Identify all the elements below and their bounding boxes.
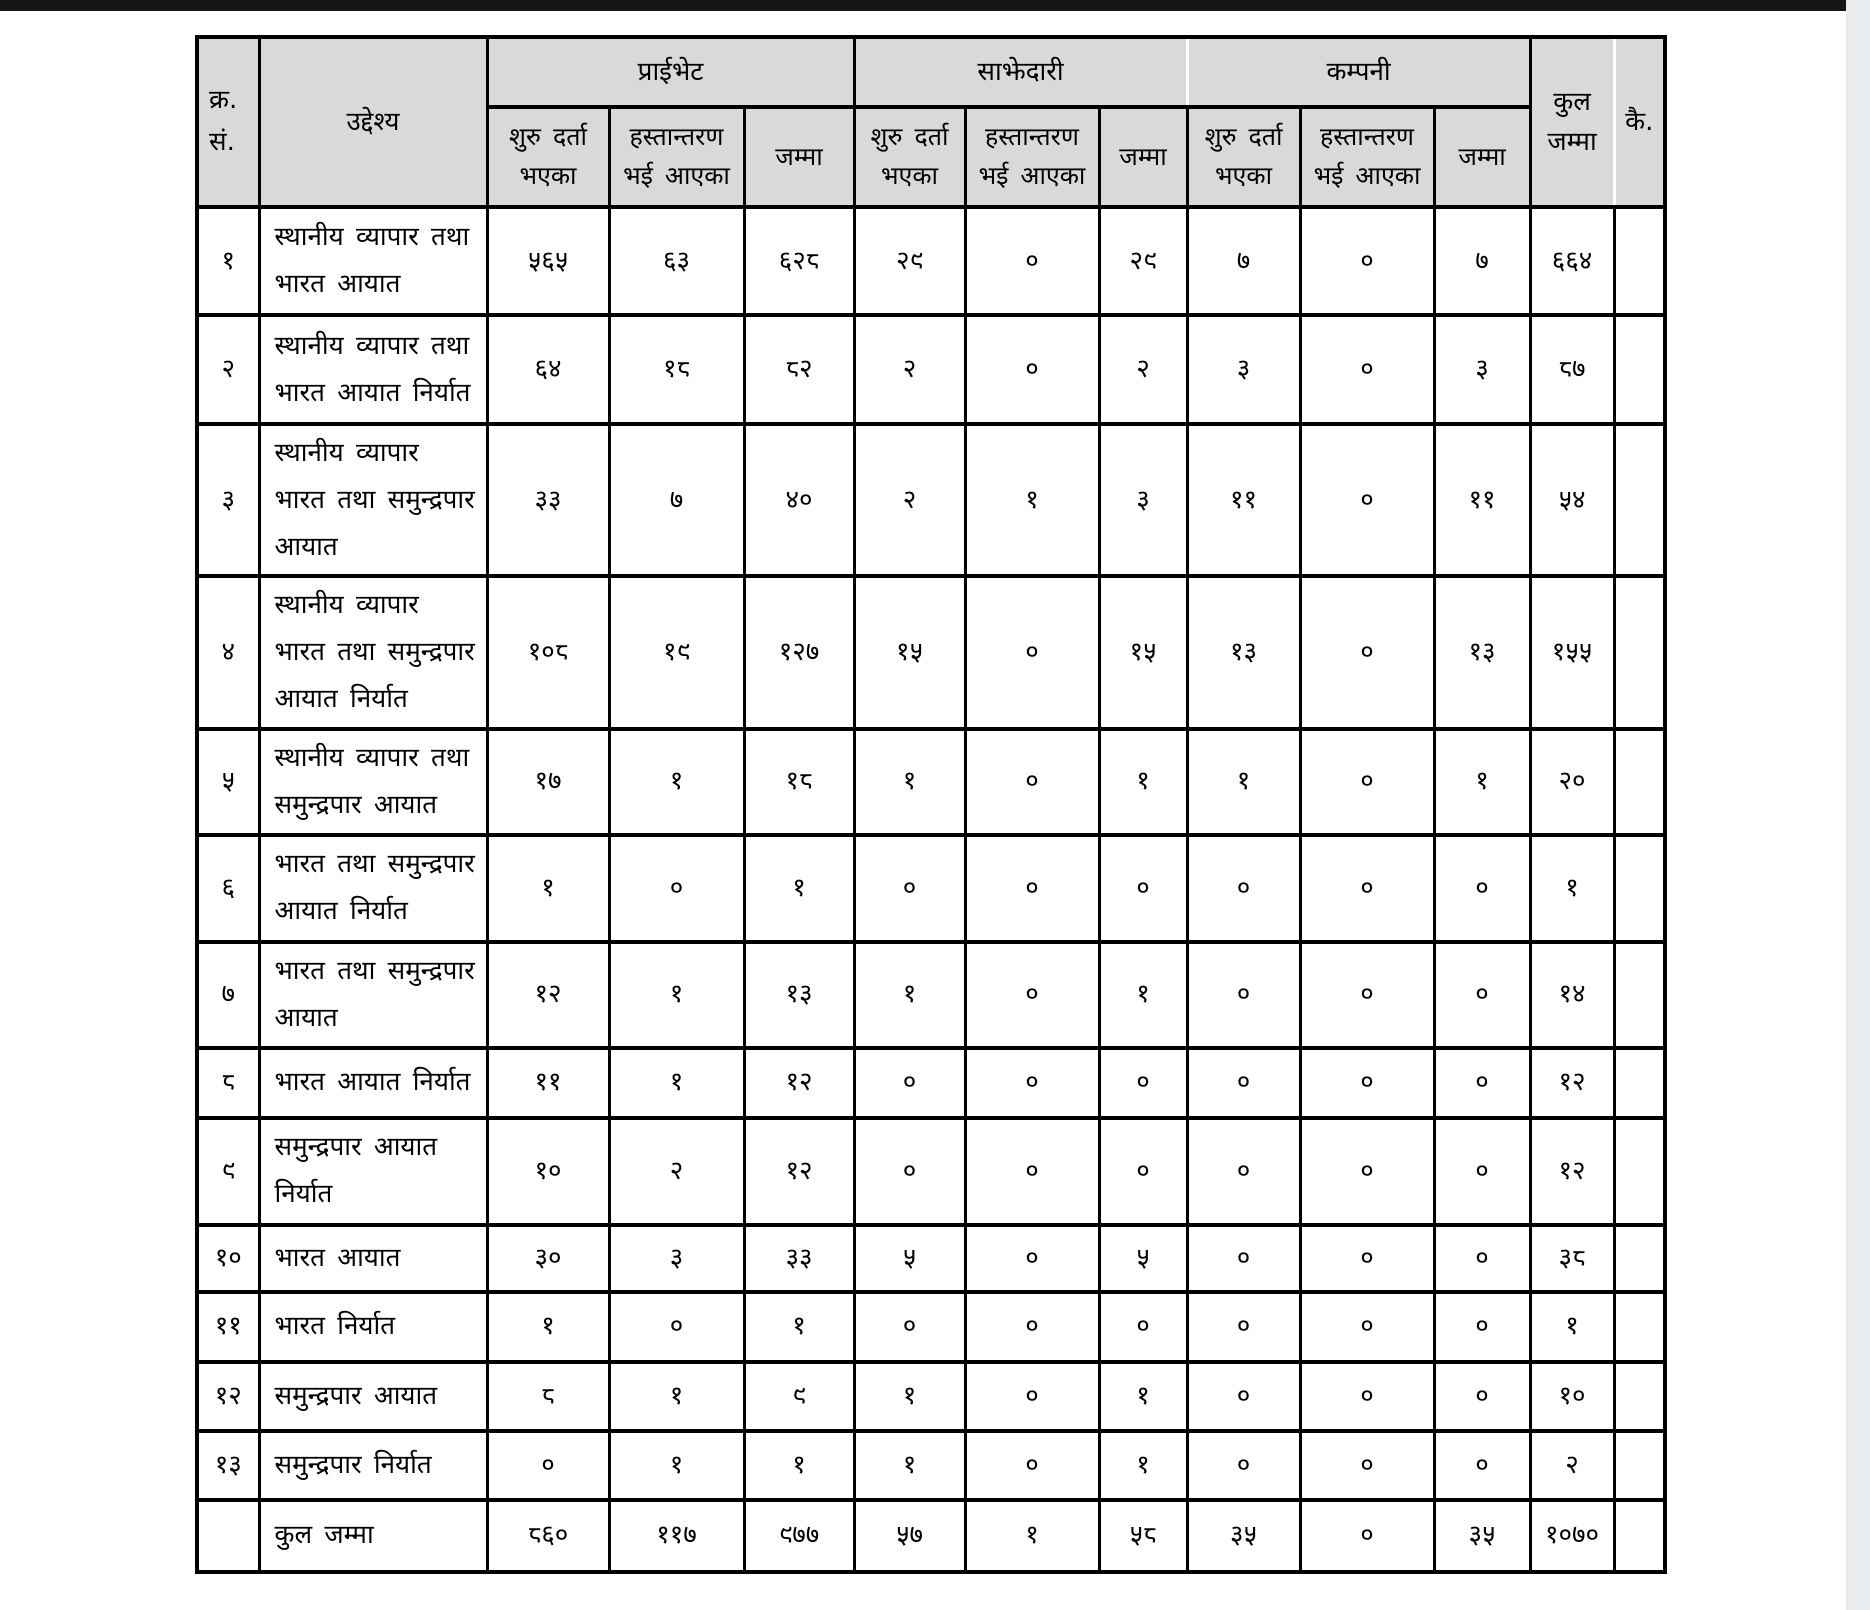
private-total-cell: १३ (744, 942, 854, 1048)
purpose-cell: भारत तथा समुन्द्रपार आयात निर्यात (259, 835, 487, 942)
company-new-cell: १३ (1187, 576, 1300, 728)
grand-total-row (197, 1500, 1665, 1572)
remarks-cell (1614, 1118, 1665, 1225)
remarks-cell (1614, 315, 1665, 424)
remarks-cell (1614, 1500, 1665, 1572)
company-total-cell: ३ (1434, 315, 1530, 424)
private-new-cell: १०८ (487, 576, 609, 728)
partnership-transferred-header: हस्तान्तरण भई आएका (965, 107, 1099, 207)
purpose-cell: समुन्द्रपार निर्यात (259, 1431, 487, 1500)
partnership-transferred-cell: ० (965, 1362, 1099, 1431)
purpose-cell: भारत तथा समुन्द्रपार आयात (259, 942, 487, 1048)
company-total-cell: ७ (1434, 207, 1530, 315)
company-transferred-cell: ० (1300, 576, 1434, 728)
group-header-private: प्राईभेट (487, 37, 854, 107)
company-new-cell: १ (1187, 729, 1300, 835)
partnership-transferred-cell: ० (965, 1048, 1099, 1118)
private-new-cell: ३३ (487, 424, 609, 576)
private-total-cell: १२७ (744, 576, 854, 728)
private-total-cell: १ (744, 1292, 854, 1362)
private-transferred-cell: ७ (609, 424, 744, 576)
partnership-new-cell: १ (854, 942, 965, 1048)
remarks-cell (1614, 1225, 1665, 1292)
partnership-transferred-cell: ० (965, 1225, 1099, 1292)
private-total-header: जम्मा (744, 107, 854, 207)
private-new-cell: १ (487, 1292, 609, 1362)
company-total-cell: १ (1434, 729, 1530, 835)
remarks-cell (1614, 1048, 1665, 1118)
company-total-cell: ११ (1434, 424, 1530, 576)
company-total-cell: ० (1434, 1292, 1530, 1362)
grand-total-cell: १४ (1530, 942, 1614, 1048)
company-transferred-cell: ० (1300, 1292, 1434, 1362)
serial-header-line2: सं. (209, 127, 235, 157)
company-total-cell: ० (1434, 942, 1530, 1048)
company-new-cell: ० (1187, 835, 1300, 942)
partnership-total-cell: १ (1099, 942, 1187, 1048)
partnership-transferred-cell: ० (965, 576, 1099, 728)
purpose-header: उद्देश्य (259, 37, 487, 207)
company-transferred-cell: ० (1300, 1048, 1434, 1118)
company-new-cell: ० (1187, 942, 1300, 1048)
partnership-transferred-cell: ० (965, 1118, 1099, 1225)
purpose-cell: भारत आयात निर्यात (259, 1048, 487, 1118)
company-total-cell: १३ (1434, 576, 1530, 728)
partnership-transferred-cell: ० (965, 315, 1099, 424)
company-transferred-cell: ० (1300, 424, 1434, 576)
private-transferred-header: हस्तान्तरण भई आएका (609, 107, 744, 207)
company-total-cell: ० (1434, 1118, 1530, 1225)
partnership-transferred-cell: ० (965, 835, 1099, 942)
partnership-total-cell: २९ (1099, 207, 1187, 315)
group-header-partnership: साझेदारी (854, 37, 1187, 107)
private-transferred-cell: ० (609, 1292, 744, 1362)
partnership-new-cell: २ (854, 315, 965, 424)
company-new-cell: ० (1187, 1431, 1300, 1500)
company-transferred-cell: ० (1300, 315, 1434, 424)
partnership-new-cell: ० (854, 1118, 965, 1225)
serial-cell: २ (197, 315, 259, 424)
private-transferred-cell: १ (609, 1362, 744, 1431)
serial-cell: ५ (197, 729, 259, 835)
private-total-cell: १ (744, 1431, 854, 1500)
grand-total-cell: १ (1530, 835, 1614, 942)
table-row (197, 207, 1665, 315)
private-new-cell: ६४ (487, 315, 609, 424)
remarks-cell (1614, 207, 1665, 315)
partnership-total-cell: १५ (1099, 576, 1187, 728)
partnership-new-registration-header: शुरु दर्ता भएका (854, 107, 965, 207)
grand-total-cell: १२ (1530, 1048, 1614, 1118)
remarks-cell (1614, 1431, 1665, 1500)
company-transferred-cell: ० (1300, 1431, 1434, 1500)
private-new-cell: ० (487, 1431, 609, 1500)
company-new-cell: ० (1187, 1048, 1300, 1118)
remarks-cell (1614, 1292, 1665, 1362)
table-body (197, 207, 1665, 1572)
private-transferred-cell: १ (609, 1048, 744, 1118)
partnership-total-cell: ३ (1099, 424, 1187, 576)
partnership-total-cell: ० (1099, 835, 1187, 942)
private-new-cell: १२ (487, 942, 609, 1048)
table-row (197, 729, 1665, 835)
private-transferred-cell: २ (609, 1118, 744, 1225)
private-transferred-cell: १ (609, 942, 744, 1048)
private-new-cell: १७ (487, 729, 609, 835)
private-new-cell: ८ (487, 1362, 609, 1431)
company-total-cell: ० (1434, 1362, 1530, 1431)
private-total-cell: ६२८ (744, 207, 854, 315)
company-transferred-cell: ० (1300, 1500, 1434, 1572)
table-row (197, 942, 1665, 1048)
table-row (197, 1118, 1665, 1225)
company-transferred-cell: ० (1300, 835, 1434, 942)
partnership-new-cell: ५ (854, 1225, 965, 1292)
company-transferred-header: हस्तान्तरण भई आएका (1300, 107, 1434, 207)
partnership-new-cell: २ (854, 424, 965, 576)
partnership-transferred-cell: ० (965, 1431, 1099, 1500)
partnership-new-cell: १ (854, 1431, 965, 1500)
serial-number-header (197, 37, 259, 207)
company-transferred-cell: ० (1300, 1225, 1434, 1292)
partnership-total-cell: २ (1099, 315, 1187, 424)
company-transferred-cell: ० (1300, 942, 1434, 1048)
serial-cell: ४ (197, 576, 259, 728)
company-total-cell: ० (1434, 1048, 1530, 1118)
private-total-cell: १८ (744, 729, 854, 835)
table-row (197, 1292, 1665, 1362)
top-black-bar (0, 0, 1846, 11)
company-total-cell: ० (1434, 1431, 1530, 1500)
private-total-cell: १२ (744, 1118, 854, 1225)
company-new-cell: ३ (1187, 315, 1300, 424)
partnership-total-cell: ० (1099, 1118, 1187, 1225)
company-new-registration-header: शुरु दर्ता भएका (1187, 107, 1300, 207)
table-header (197, 37, 1665, 207)
private-total-cell: ९७७ (744, 1500, 854, 1572)
company-new-cell: ३५ (1187, 1500, 1300, 1572)
table-row (197, 576, 1665, 728)
table-row (197, 424, 1665, 576)
purpose-cell: कुल जम्मा (259, 1500, 487, 1572)
private-total-cell: ८२ (744, 315, 854, 424)
partnership-total-cell: ५ (1099, 1225, 1187, 1292)
grand-total-cell: २ (1530, 1431, 1614, 1500)
private-total-cell: ९ (744, 1362, 854, 1431)
partnership-transferred-cell: ० (965, 942, 1099, 1048)
private-transferred-cell: ६३ (609, 207, 744, 315)
table-row (197, 315, 1665, 424)
partnership-transferred-cell: ० (965, 729, 1099, 835)
private-total-cell: १ (744, 835, 854, 942)
partnership-total-cell: १ (1099, 1431, 1187, 1500)
grand-total-cell: ५४ (1530, 424, 1614, 576)
grand-total-cell: १० (1530, 1362, 1614, 1431)
partnership-total-cell: १ (1099, 1362, 1187, 1431)
private-transferred-cell: १ (609, 1431, 744, 1500)
remarks-cell (1614, 424, 1665, 576)
remarks-cell (1614, 729, 1665, 835)
partnership-new-cell: १ (854, 729, 965, 835)
grand-total-cell: २० (1530, 729, 1614, 835)
table-row (197, 1362, 1665, 1431)
purpose-cell: स्थानीय व्यापार तथा भारत आयात (259, 207, 487, 315)
partnership-total-cell: ० (1099, 1292, 1187, 1362)
partnership-total-cell: १ (1099, 729, 1187, 835)
remarks-cell (1614, 576, 1665, 728)
private-transferred-cell: ११७ (609, 1500, 744, 1572)
serial-cell: १० (197, 1225, 259, 1292)
company-transferred-cell: ० (1300, 1118, 1434, 1225)
serial-cell: १३ (197, 1431, 259, 1500)
grand-total-cell: १२ (1530, 1118, 1614, 1225)
private-new-cell: ११ (487, 1048, 609, 1118)
private-transferred-cell: ० (609, 835, 744, 942)
partnership-new-cell: १ (854, 1362, 965, 1431)
remarks-cell (1614, 942, 1665, 1048)
company-new-cell: ० (1187, 1292, 1300, 1362)
private-transferred-cell: ३ (609, 1225, 744, 1292)
purpose-cell: समुन्द्रपार आयात (259, 1362, 487, 1431)
partnership-total-header: जम्मा (1099, 107, 1187, 207)
grand-total-cell: १ (1530, 1292, 1614, 1362)
partnership-new-cell: ० (854, 1048, 965, 1118)
company-total-cell: ० (1434, 1225, 1530, 1292)
company-total-cell: ० (1434, 835, 1530, 942)
purpose-cell: स्थानीय व्यापार भारत तथा समुन्द्रपार आयात (259, 424, 487, 576)
remarks-cell (1614, 1362, 1665, 1431)
serial-cell: ३ (197, 424, 259, 576)
private-total-cell: ३३ (744, 1225, 854, 1292)
company-transferred-cell: ० (1300, 207, 1434, 315)
remarks-header: कै. (1614, 37, 1665, 207)
private-transferred-cell: १८ (609, 315, 744, 424)
partnership-transferred-cell: ० (965, 1292, 1099, 1362)
serial-cell: ६ (197, 835, 259, 942)
private-new-cell: ५६५ (487, 207, 609, 315)
partnership-new-cell: ० (854, 1292, 965, 1362)
table-row (197, 1048, 1665, 1118)
serial-cell (197, 1500, 259, 1572)
purpose-cell: भारत निर्यात (259, 1292, 487, 1362)
serial-cell: ११ (197, 1292, 259, 1362)
private-new-cell: ८६० (487, 1500, 609, 1572)
purpose-cell: स्थानीय व्यापार तथा समुन्द्रपार आयात (259, 729, 487, 835)
partnership-new-cell: १५ (854, 576, 965, 728)
purpose-cell: स्थानीय व्यापार भारत तथा समुन्द्रपार आयात निर्यात (259, 576, 487, 728)
company-transferred-cell: ० (1300, 729, 1434, 835)
company-total-header: जम्मा (1434, 107, 1530, 207)
partnership-transferred-cell: १ (965, 1500, 1099, 1572)
company-new-cell: ७ (1187, 207, 1300, 315)
serial-cell: १ (197, 207, 259, 315)
company-new-cell: ११ (1187, 424, 1300, 576)
private-new-registration-header: शुरु दर्ता भएका (487, 107, 609, 207)
partnership-total-cell: ० (1099, 1048, 1187, 1118)
group-header-row (197, 37, 1665, 107)
serial-cell: ९ (197, 1118, 259, 1225)
grand-total-header: कुल जम्मा (1530, 37, 1614, 207)
table-row (197, 1431, 1665, 1500)
purpose-cell: समुन्द्रपार आयात निर्यात (259, 1118, 487, 1225)
grand-total-cell: १०७० (1530, 1500, 1614, 1572)
table-row (197, 835, 1665, 942)
serial-cell: ८ (197, 1048, 259, 1118)
private-total-cell: १२ (744, 1048, 854, 1118)
registration-summary-table (195, 35, 1667, 1574)
grand-total-cell: ८७ (1530, 315, 1614, 424)
remarks-cell (1614, 835, 1665, 942)
partnership-transferred-cell: ० (965, 207, 1099, 315)
private-new-cell: १ (487, 835, 609, 942)
table-row (197, 1225, 1665, 1292)
purpose-cell: भारत आयात (259, 1225, 487, 1292)
private-new-cell: १० (487, 1118, 609, 1225)
group-header-company: कम्पनी (1187, 37, 1530, 107)
grand-total-cell: ६६४ (1530, 207, 1614, 315)
company-new-cell: ० (1187, 1362, 1300, 1431)
serial-cell: ७ (197, 942, 259, 1048)
private-total-cell: ४० (744, 424, 854, 576)
company-total-cell: ३५ (1434, 1500, 1530, 1572)
private-new-cell: ३० (487, 1225, 609, 1292)
page-edge-strip (1846, 0, 1870, 1610)
partnership-new-cell: ० (854, 835, 965, 942)
serial-header-line1: क्र. (209, 85, 238, 116)
serial-cell: १२ (197, 1362, 259, 1431)
partnership-new-cell: ५७ (854, 1500, 965, 1572)
company-new-cell: ० (1187, 1225, 1300, 1292)
purpose-cell: स्थानीय व्यापार तथा भारत आयात निर्यात (259, 315, 487, 424)
company-new-cell: ० (1187, 1118, 1300, 1225)
company-transferred-cell: ० (1300, 1362, 1434, 1431)
partnership-new-cell: २९ (854, 207, 965, 315)
private-transferred-cell: १ (609, 729, 744, 835)
private-transferred-cell: १९ (609, 576, 744, 728)
grand-total-cell: ३८ (1530, 1225, 1614, 1292)
partnership-total-cell: ५८ (1099, 1500, 1187, 1572)
partnership-transferred-cell: १ (965, 424, 1099, 576)
grand-total-cell: १५५ (1530, 576, 1614, 728)
